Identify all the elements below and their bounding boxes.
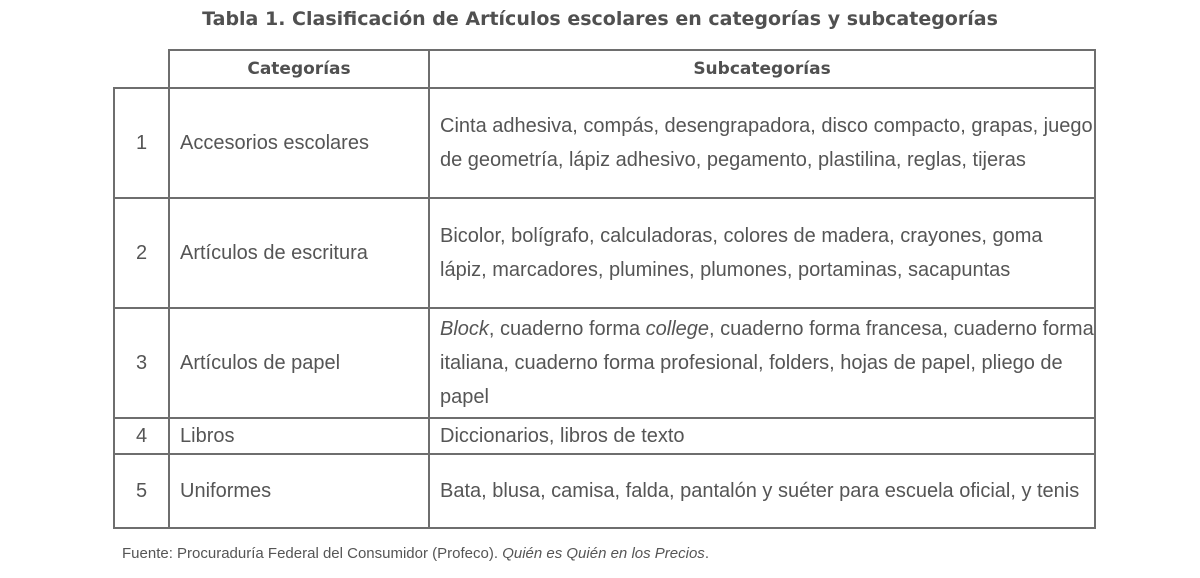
categories-table (113, 49, 1096, 529)
table-row (114, 418, 1095, 454)
row-subcategories: Bata, blusa, camisa, falda, pantalón y suéter para escuela oficial, y tenis (429, 454, 1095, 528)
row-category: Uniformes (169, 454, 429, 528)
row-number: 1 (114, 88, 169, 198)
row-subcategories: Cinta adhesiva, compás, desengrapadora, disco compacto, grapas, juego de geometría, lápiz adhesivo, pegamento, plastilina, reglas, tijeras (429, 88, 1095, 198)
text-segment: , cuaderno forma (488, 318, 646, 340)
row-number: 2 (114, 198, 169, 308)
table-header-row (114, 50, 1095, 88)
caption-italic: Quién es Quién en los Precios (502, 545, 705, 562)
row-category: Libros (169, 418, 429, 454)
row-subcategories (429, 308, 1095, 418)
text-segment: , cuaderno forma francesa, cuaderno forma italiana, cuaderno forma profesional, folders, hojas de papel, pliego de papel (440, 318, 1094, 408)
italic-term: college (645, 318, 710, 340)
row-number: 5 (114, 454, 169, 528)
header-number (114, 50, 169, 88)
header-subcategories: Subcategorías (429, 50, 1095, 88)
table-row (114, 198, 1095, 308)
header-categories: Categorías (169, 50, 429, 88)
caption-suffix: . (704, 545, 709, 562)
row-category: Artículos de escritura (169, 198, 429, 308)
caption-text: Fuente: Procuraduría Federal del Consumidor (Profeco). (122, 545, 503, 562)
table-row (114, 454, 1095, 528)
source-caption (122, 545, 709, 562)
row-subcategories: Bicolor, bolígrafo, calculadoras, colores de madera, crayones, goma lápiz, marcadores, plumines, plumones, portaminas, sacapuntas (429, 198, 1095, 308)
table-row (114, 308, 1095, 418)
row-subcategories: Diccionarios, libros de texto (429, 418, 1095, 454)
row-number: 3 (114, 308, 169, 418)
row-category: Artículos de papel (169, 308, 429, 418)
table-title: Tabla 1. Clasificación de Artículos escolares en categorías y subcategorías (202, 8, 998, 30)
row-category: Accesorios escolares (169, 88, 429, 198)
row-number: 4 (114, 418, 169, 454)
table-row (114, 88, 1095, 198)
italic-term: Block (440, 318, 489, 340)
